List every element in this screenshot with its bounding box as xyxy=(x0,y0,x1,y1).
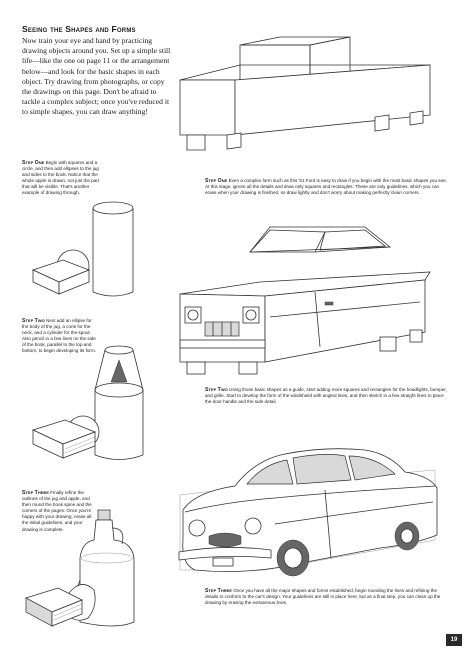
step-text: Once you have all the major shapes and forms established, begin rounding the lines and refining the details to conform to the car's design. Your guidelines are still in place here, but as a final step, you can clean up the drawing by erasing the extraneous lines. xyxy=(205,588,441,606)
step-label: Step Two xyxy=(22,318,45,324)
step-text: Even a complex form such as this '51 Ford is easy to draw if you begin with the most basic shapes you see. At this stage, ignore all the details and draw only squares and rectangles. These are only guidelines, which you can erase when your drawing is finished, so draw lightly and don't worry about making perfectly clean corners. xyxy=(205,178,447,196)
car-step-one-drawing xyxy=(175,25,455,175)
step-text: Using those basic shapes as a guide, start adding more squares and rectangles for the headlights, bumper, and grille. Start to develop the form of the windshield with angled lines, and then sketch in a few straight lines to place the door handle and the side detail. xyxy=(205,387,447,405)
section-title: Seeing the Shapes and Forms xyxy=(22,24,136,34)
step-text: Finally refine the outlines of the jug and apple, and then round the book spine and the corners of the pages. Once you're happy with your drawing, erase all the initial guidelines, and your drawing is complete. xyxy=(22,490,92,532)
step-text: Begin with squares and a circle, and then add ellipses to the jug and sides to the book. Notice that the whole apple is drawn, not just the part that will be visible. That's another example of drawing through. xyxy=(22,160,100,196)
step-label: Step Two xyxy=(205,387,228,393)
page-number: 19 xyxy=(446,634,462,646)
still-life-step-one-caption xyxy=(22,160,100,197)
still-life-step-three-drawing xyxy=(22,510,162,630)
still-life-step-one-drawing xyxy=(25,200,165,300)
car-step-two-drawing xyxy=(175,222,455,382)
car-step-one-caption xyxy=(205,178,450,196)
intro-paragraph: Now train your eye and hand by practicing drawing objects around you. Set up a simple still life—like the one on page 11 or the arrangement below—and look for the basic shapes in each object. Try drawing from photographs, or copy the drawings on this page. Don't be afraid to tackle a complex subject; once you've reduced it to simple shapes, you can draw anything! xyxy=(22,36,171,117)
car-step-three-caption xyxy=(205,588,450,606)
step-label: Step One xyxy=(22,160,45,166)
still-life-step-two-drawing xyxy=(25,340,165,465)
step-label: Step One xyxy=(205,178,228,184)
car-step-two-caption xyxy=(205,387,450,405)
car-step-three-drawing xyxy=(175,440,455,585)
step-label: Step Three xyxy=(22,490,49,496)
step-label: Step Three xyxy=(205,588,232,594)
step-text: Next add an ellipse for the body of the jug, a cone for the neck, and a cylinder for the spout. Also pencil in a few lines on the side of the book, parallel to the top and bottom, to begin developing its form. xyxy=(22,318,97,354)
